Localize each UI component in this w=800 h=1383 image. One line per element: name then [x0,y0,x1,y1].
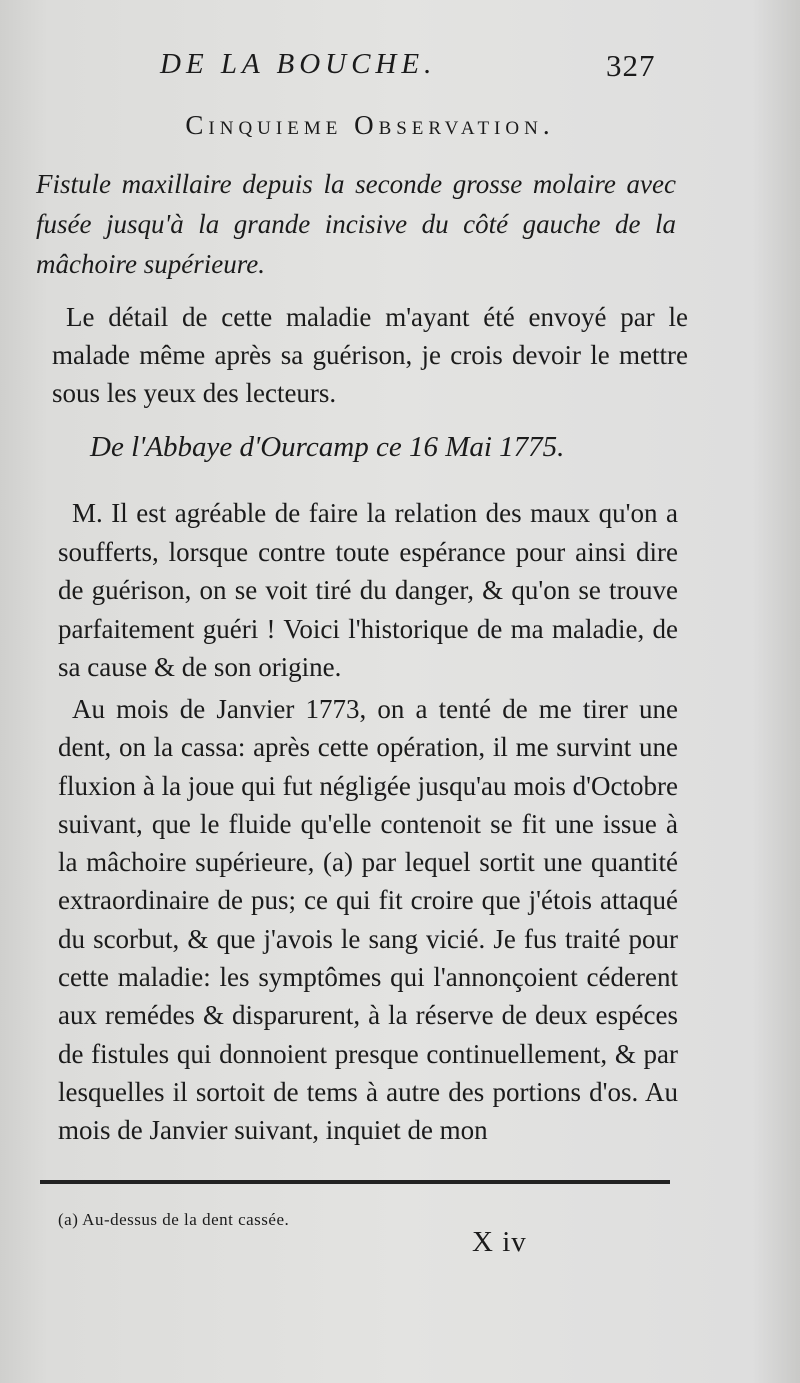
page-number: 327 [606,48,656,83]
running-head: DE LA BOUCHE. [160,48,437,80]
observation-title: Cinquieme Observation. [185,110,555,140]
body-paragraph-1: M. Il est agréable de faire la relation des maux qu'on a soufferts, lorsque contre toute espérance pour ainsi dire de guérison, on se voit tiré du danger, & qu'on se trouve parfaitement guéri ! Voici l'historique de ma maladie, de sa cause & de son origine. [58,498,678,682]
intro-paragraph: Le détail de cette maladie m'ayant été envoyé par le malade même après sa guérison, je crois devoir le mettre sous les yeux des lecteurs. [52,302,688,408]
observation-subtitle: Fistule maxillaire depuis la seconde grosse molaire avec fusée jusqu'à la grande incisive du côté gauche de la mâchoire supérieure. [36,169,676,279]
page-header [0,48,800,88]
footnote: (a) Au-dessus de la dent cassée. [58,1210,290,1229]
signature-mark: X iv [472,1226,527,1258]
footnote-rule [40,1180,670,1184]
letter-dateline: De l'Abbaye d'Ourcamp ce 16 Mai 1775. [90,431,565,463]
body-paragraph-2: Au mois de Janvier 1773, on a tenté de me tirer une dent, on la cassa: après cette opération, il me survint une fluxion à la joue qui fut négligée jusqu'au mois d'Octobre suivant, que le fluide qu'elle contenoit se fit une issue à la mâchoire supérieure, (a) par lequel sortit une quantité extraordinaire de pus; ce qui fit croire que j'étois attaqué du scorbut, & que j'avois le sang vicié. Je fus traité pour cette maladie: les symptômes qui l'annonçoient céderent aux remédes & disparurent, à la réserve de deux espéces de fistules qui donnoient presque continuellement, & par lesquelles il sortoit de tems à autre des portions d'os. Au mois de Janvier suivant, inquiet de mon [58,694,678,1146]
